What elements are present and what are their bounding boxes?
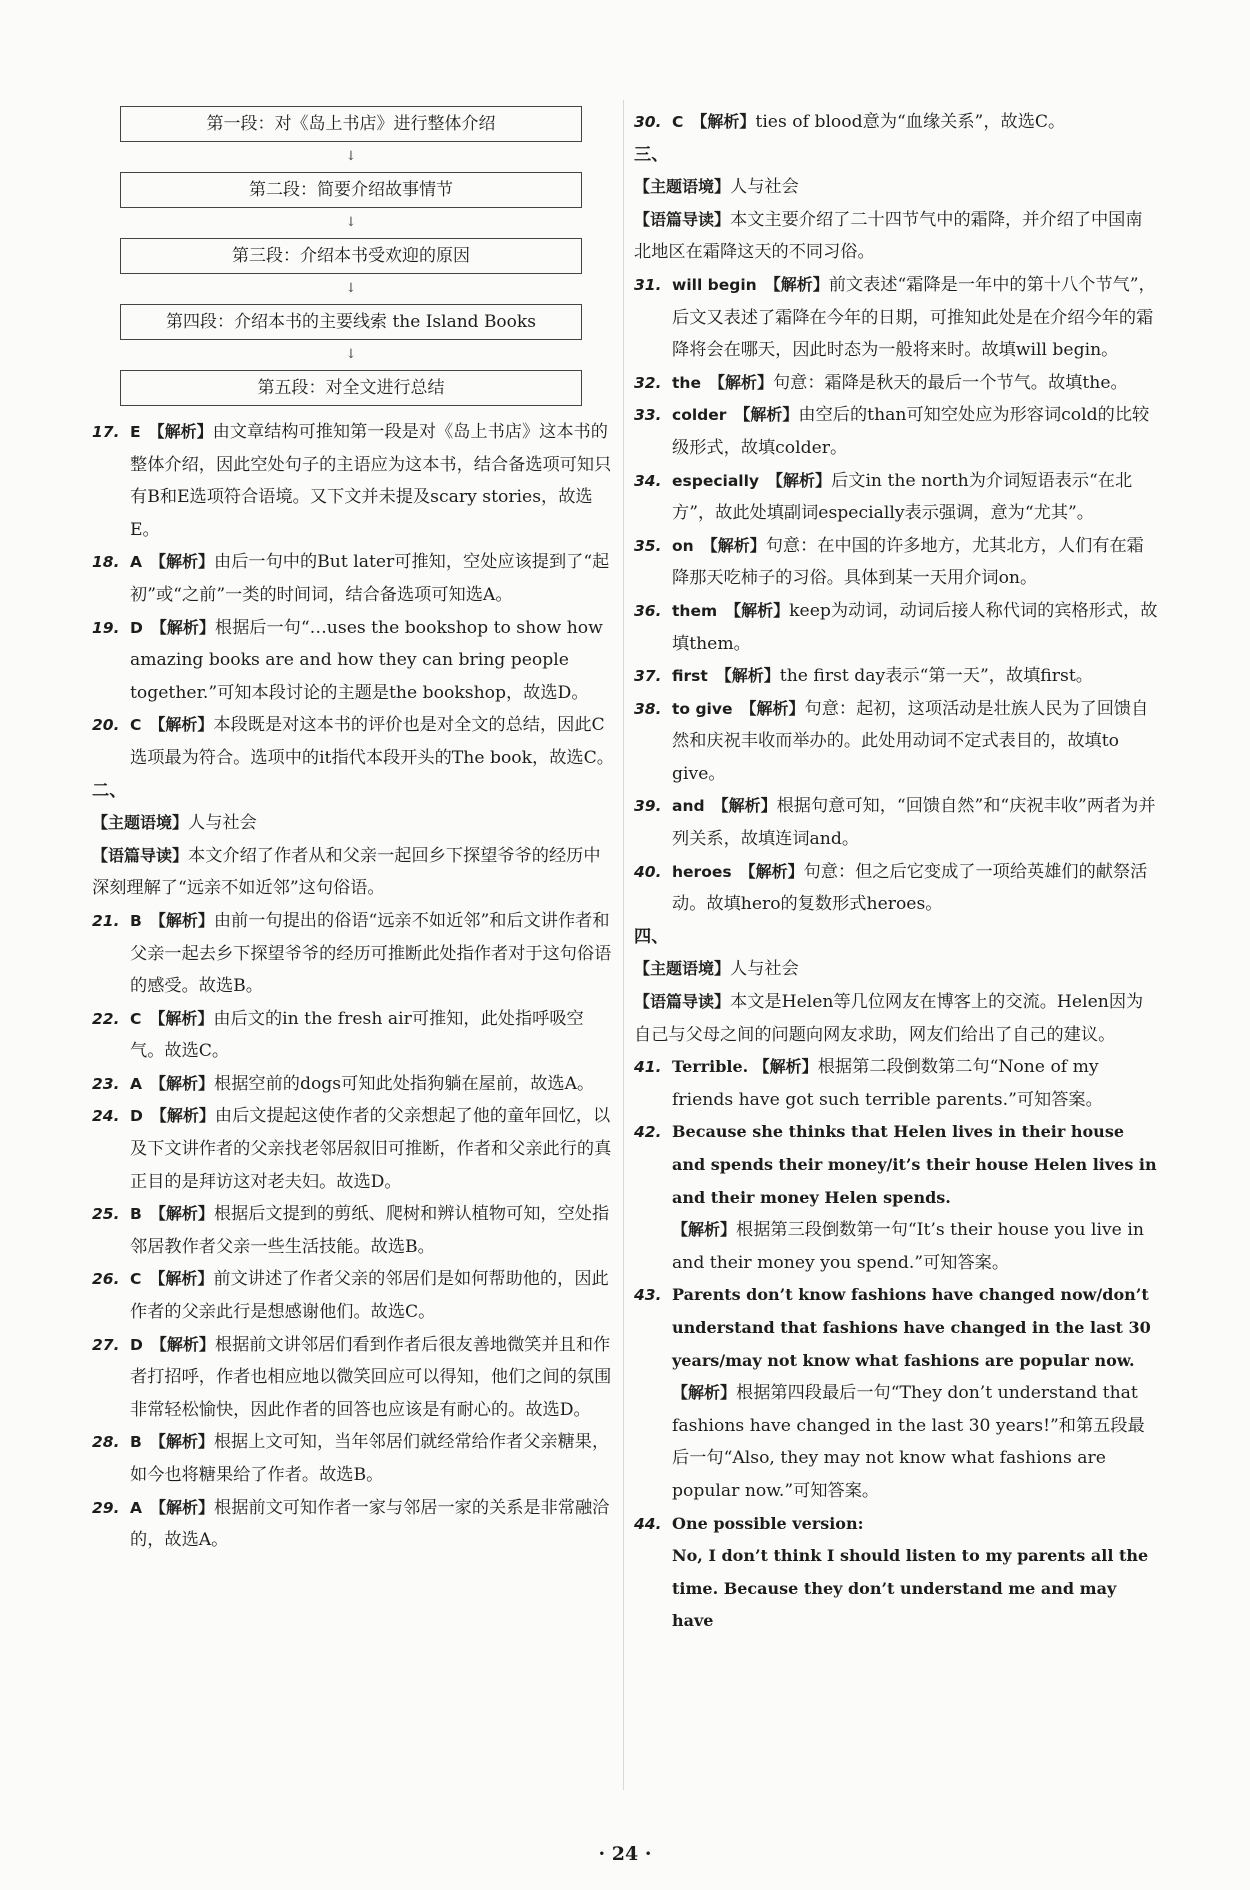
question-number: 31. — [634, 275, 662, 294]
analysis-tag: 【解析】 — [767, 470, 832, 490]
answer-item — [92, 416, 614, 546]
theme-line — [634, 953, 1158, 986]
analysis-tag: 【解析】 — [149, 1008, 214, 1028]
question-number: 38. — [634, 699, 662, 718]
answers-17-20 — [92, 416, 614, 775]
question-number: 24. — [92, 1107, 120, 1126]
down-arrow-icon: ↓ — [345, 149, 357, 164]
analysis-text: 本段既是对这本书的评价也是对全文的总结，因此C选项最为符合。选项中的it指代本段开头的The book，故选C。 — [130, 715, 614, 768]
answer-key: A — [130, 1074, 142, 1093]
answer-item — [634, 530, 1158, 595]
guide-paragraph — [634, 986, 1158, 1051]
question-number: 32. — [634, 373, 662, 392]
page-number: · 24 · — [598, 1843, 652, 1865]
question-number: 41. — [634, 1058, 662, 1077]
analysis-text: 由文章结构可推知第一段是对《岛上书店》这本书的整体介绍，因此空处句子的主语应为这本书，结合备选项可知只有B和E选项符合语境。又下文并未提及scary stories，故选E。 — [130, 422, 612, 540]
question-number: 34. — [634, 471, 662, 490]
analysis-text: 根据第二段倒数第二句“None of my friends have got such terrible parents.”可知答案。 — [672, 1057, 1103, 1110]
answer-key: C — [672, 113, 684, 131]
answer-key: Because she thinks that Helen lives in their house and spends their money/it’s their house Helen lives in and their money Helen spends. — [672, 1122, 1157, 1207]
guide-text: 本文介绍了作者从和父亲一起回乡下探望爷爷的经历中深刻理解了“远亲不如近邻”这句俗语。 — [92, 845, 601, 899]
answer-key: first — [672, 667, 708, 686]
analysis-tag: 【解析】 — [149, 1269, 214, 1289]
answer-item — [634, 660, 1158, 693]
analysis-text: 根据第四段最后一句“They don’t understand that fashions have changed in the last 30 years!”和第五段最后一句“Also, they may not know what fashions are popular now.”可知答案。 — [672, 1383, 1145, 1501]
answer-key: them — [672, 601, 718, 620]
answer-key: heroes — [672, 862, 732, 881]
analysis-tag: 【解析】 — [149, 715, 214, 735]
question-number: 27. — [92, 1335, 120, 1354]
answers-31-40 — [634, 269, 1158, 921]
answer-key: C — [130, 716, 142, 735]
answer-key: A — [130, 553, 142, 572]
theme-tag: 【主题语境】 — [634, 177, 731, 197]
question-number: 36. — [634, 601, 662, 620]
theme-text: 人与社会 — [188, 813, 257, 834]
analysis-text: 根据空前的dogs可知此处指狗躺在屋前，故选A。 — [214, 1073, 595, 1094]
answer-item — [634, 367, 1158, 400]
answer-key: the — [672, 373, 701, 392]
flow-step: 第五段：对全文进行总结 — [120, 370, 582, 406]
analysis-text: 句意：霜降是秋天的最后一个节气。故填the。 — [772, 372, 1128, 393]
analysis-text: 前文表述“霜降是一年中的第十八个节气”，后文又表述了霜降在今年的日期，可推知此处是在介绍今年的霜降将会在哪天，因此时态为一般将来时。故填will begin。 — [672, 274, 1156, 361]
answer-item — [634, 1508, 1158, 1541]
question-number: 25. — [92, 1205, 120, 1224]
flow-step: 第四段：介绍本书的主要线索 the Island Books — [120, 304, 582, 340]
answer-key: D — [130, 1107, 143, 1126]
analysis-tag: 【解析】 — [764, 274, 829, 294]
answer-key: will begin — [672, 275, 757, 294]
analysis-text: 由后一句中的But later可推知，空处应该提到了“起初”或“之前”一类的时间词，结合备选项可知选A。 — [130, 552, 610, 605]
analysis-tag: 【解析】 — [150, 617, 215, 637]
answer-item — [634, 106, 1158, 139]
guide-text: 本文是Helen等几位网友在博客上的交流。Helen因为自己与父母之间的问题向网友求助，网友们给出了自己的建议。 — [634, 992, 1144, 1045]
sample-essay: No, I don’t think I should listen to my parents all the time. Because they don’t understand me and may have — [672, 1546, 1149, 1631]
analysis-tag: 【解析】 — [150, 1106, 215, 1126]
answer-item — [634, 1116, 1158, 1214]
question-number: 23. — [92, 1074, 120, 1093]
analysis-tag: 【解析】 — [753, 1057, 818, 1077]
answer-key: A — [130, 1498, 142, 1517]
analysis-tag: 【解析】 — [150, 1334, 215, 1354]
right-column — [634, 106, 1158, 1638]
theme-line — [634, 171, 1158, 204]
answer-key: Parents don’t know fashions have changed now/don’t understand that fashions have changed in the last 30 years/may not know what fashions are popular now. — [672, 1285, 1151, 1370]
question-number: 33. — [634, 406, 662, 425]
answer-key: colder — [672, 406, 727, 425]
answer-key: E — [130, 423, 141, 441]
answer-item — [92, 1100, 614, 1198]
analysis-text: keep为动词，动词后接人称代词的宾格形式，故填them。 — [672, 600, 1158, 654]
analysis-text: 由前一句提出的俗语“远亲不如近邻”和后文讲作者和父亲一起去乡下探望爷爷的经历可推断此处指作者对于这句俗语的感受。故选B。 — [130, 910, 612, 997]
answer-item — [634, 790, 1158, 855]
guide-paragraph — [634, 204, 1158, 269]
analysis-tag: 【解析】 — [708, 372, 773, 392]
question-number: 21. — [92, 911, 120, 930]
analysis-text: 句意：但之后它变成了一项给英雄们的献祭活动。故填hero的复数形式heroes。 — [672, 861, 1148, 915]
answer-key: B — [130, 1205, 142, 1224]
answer-item — [634, 693, 1158, 791]
analysis-text: ties of blood意为“血缘关系”，故选C。 — [755, 112, 1066, 132]
question-number: 20. — [92, 716, 120, 735]
theme-line — [92, 807, 614, 840]
answer-key: especially — [672, 471, 760, 490]
answer-key: Terrible. — [672, 1057, 749, 1077]
guide-tag: 【语篇导读】 — [634, 992, 731, 1012]
answer-item — [634, 595, 1158, 660]
answer-key: C — [130, 1009, 142, 1028]
answer-item — [92, 905, 614, 1003]
answer-key: B — [130, 1433, 142, 1452]
section-heading: 三、 — [634, 144, 669, 165]
analysis-tag: 【解析】 — [712, 796, 777, 816]
answer-item — [634, 269, 1158, 367]
question-number: 40. — [634, 862, 662, 881]
answer-key: D — [130, 618, 143, 637]
analysis-tag: 【解析】 — [725, 600, 790, 620]
version-label: One possible version: — [672, 1513, 864, 1533]
answer-item — [92, 1068, 614, 1101]
answer-item — [92, 1003, 614, 1068]
analysis-tag: 【解析】 — [149, 910, 214, 930]
answer-item — [634, 1279, 1158, 1377]
answer-key: B — [130, 911, 142, 930]
analysis-tag: 【解析】 — [739, 861, 804, 881]
left-column — [92, 106, 614, 1557]
analysis-tag: 【解析】 — [149, 1204, 214, 1224]
answer-item — [634, 399, 1158, 464]
question-number: 19. — [92, 618, 120, 637]
column-divider — [623, 100, 624, 1790]
question-number: 28. — [92, 1433, 120, 1452]
answer-item — [92, 1492, 614, 1557]
answer-key: C — [130, 1270, 142, 1289]
analysis-text: 由空后的than可知空处应为形容词cold的比较级形式，故填colder。 — [672, 405, 1150, 458]
question-number: 43. — [634, 1286, 662, 1305]
answer-item — [92, 612, 614, 710]
flow-step: 第二段：简要介绍故事情节 — [120, 172, 582, 208]
analysis-tag: 【解析】 — [715, 666, 780, 686]
theme-tag: 【主题语境】 — [634, 959, 731, 979]
section-heading: 二、 — [92, 780, 127, 801]
answer-key: D — [130, 1335, 143, 1354]
analysis-text: 根据上文可知，当年邻居们就经常给作者父亲糖果，如今也将糖果给了作者。故选B。 — [130, 1432, 610, 1485]
theme-text: 人与社会 — [730, 959, 799, 980]
guide-paragraph — [92, 840, 614, 905]
analysis-tag: 【解析】 — [740, 698, 805, 718]
down-arrow-icon: ↓ — [345, 215, 357, 230]
analysis-text: 根据第三段倒数第一句“It’s their house you live in and their money you spend.”可知答案。 — [672, 1220, 1144, 1273]
answer-key: on — [672, 536, 694, 555]
analysis-block — [634, 1377, 1158, 1507]
answer-item — [92, 546, 614, 611]
theme-tag: 【主题语境】 — [92, 813, 189, 833]
analysis-tag: 【解析】 — [148, 422, 213, 441]
analysis-tag: 【解析】 — [672, 1220, 737, 1240]
question-number: 44. — [634, 1514, 662, 1533]
question-number: 18. — [92, 553, 120, 572]
answer-key: to give — [672, 699, 733, 718]
analysis-text: 由后文提起这使作者的父亲想起了他的童年回忆，以及下文讲作者的父亲找老邻居叙旧可推断，作者和父亲此行的真正目的是拜访这对老夫妇。故选D。 — [130, 1106, 612, 1192]
question-number: 37. — [634, 667, 662, 686]
theme-text: 人与社会 — [730, 177, 799, 198]
question-number: 39. — [634, 797, 662, 816]
guide-text: 本文主要介绍了二十四节气中的霜降，并介绍了中国南北地区在霜降这天的不同习俗。 — [634, 209, 1143, 263]
analysis-text: 句意：在中国的许多地方，尤其北方，人们有在霜降那天吃柿子的习俗。具体到某一天用介词on。 — [672, 535, 1144, 589]
answer-item — [634, 856, 1158, 921]
analysis-text: 根据后文提到的剪纸、爬树和辨认植物可知，空处指邻居教作者父亲一些生活技能。故选B。 — [130, 1204, 610, 1257]
answer-key: and — [672, 797, 705, 816]
question-number: 17. — [92, 423, 120, 441]
analysis-tag: 【解析】 — [701, 535, 766, 555]
analysis-tag: 【解析】 — [149, 1432, 214, 1452]
down-arrow-icon: ↓ — [345, 347, 357, 362]
question-number: 42. — [634, 1123, 662, 1142]
analysis-tag: 【解析】 — [672, 1383, 737, 1403]
guide-tag: 【语篇导读】 — [92, 845, 189, 865]
analysis-tag: 【解析】 — [691, 112, 756, 131]
answer-item — [92, 1263, 614, 1328]
analysis-text: 后文in the north为介词短语表示“在北方”，故此处填副词especially表示强调，意为“尤其”。 — [672, 470, 1133, 524]
analysis-tag: 【解析】 — [734, 405, 799, 425]
section-heading: 四、 — [634, 926, 669, 947]
analysis-tag: 【解析】 — [150, 1497, 215, 1517]
answer-item — [92, 1426, 614, 1491]
analysis-text: 由后文的in the fresh air可推知，此处指呼吸空气。故选C。 — [130, 1008, 584, 1062]
question-number: 29. — [92, 1498, 120, 1517]
answer-item — [92, 1198, 614, 1263]
structure-flowchart — [120, 106, 582, 406]
analysis-text: the first day表示“第一天”，故填first。 — [779, 666, 1093, 687]
analysis-tag: 【解析】 — [150, 1073, 215, 1093]
answer-item — [92, 1329, 614, 1427]
answers-21-29 — [92, 905, 614, 1557]
question-number: 26. — [92, 1270, 120, 1289]
question-number: 30. — [634, 113, 662, 131]
flow-step: 第三段：介绍本书受欢迎的原因 — [120, 238, 582, 274]
question-number: 35. — [634, 536, 662, 555]
analysis-block — [634, 1214, 1158, 1279]
guide-tag: 【语篇导读】 — [634, 209, 731, 229]
analysis-text: 根据前文可知作者一家与邻居一家的关系是非常融洽的，故选A。 — [130, 1497, 610, 1551]
analysis-tag: 【解析】 — [150, 552, 215, 572]
analysis-text: 句意：起初，这项活动是壮族人民为了回馈自然和庆祝丰收而举办的。此处用动词不定式表目的，故填to give。 — [672, 698, 1149, 784]
analysis-text: 根据前文讲邻居们看到作者后很友善地微笑并且和作者打招呼，作者也相应地以微笑回应可以得知，他们之间的氛围非常轻松愉快，因此作者的回答也应该是有耐心的。故选D。 — [130, 1334, 612, 1420]
analysis-text: 根据句意可知，“回馈自然”和“庆祝丰收”两者为并列关系，故填连词and。 — [672, 796, 1156, 850]
answer-item — [92, 709, 614, 774]
answer-item — [634, 465, 1158, 530]
down-arrow-icon: ↓ — [345, 281, 357, 296]
answer-item — [634, 1051, 1158, 1116]
analysis-text: 根据后一句“…uses the bookshop to show how amazing books are and how they can bring people together.”可知本段讨论的主题是the bookshop，故选D。 — [130, 617, 603, 703]
flow-step: 第一段：对《岛上书店》进行整体介绍 — [120, 106, 582, 142]
analysis-text: 前文讲述了作者父亲的邻居们是如何帮助他的，因此作者的父亲此行是想感谢他们。故选C。 — [130, 1269, 609, 1323]
question-number: 22. — [92, 1009, 120, 1028]
